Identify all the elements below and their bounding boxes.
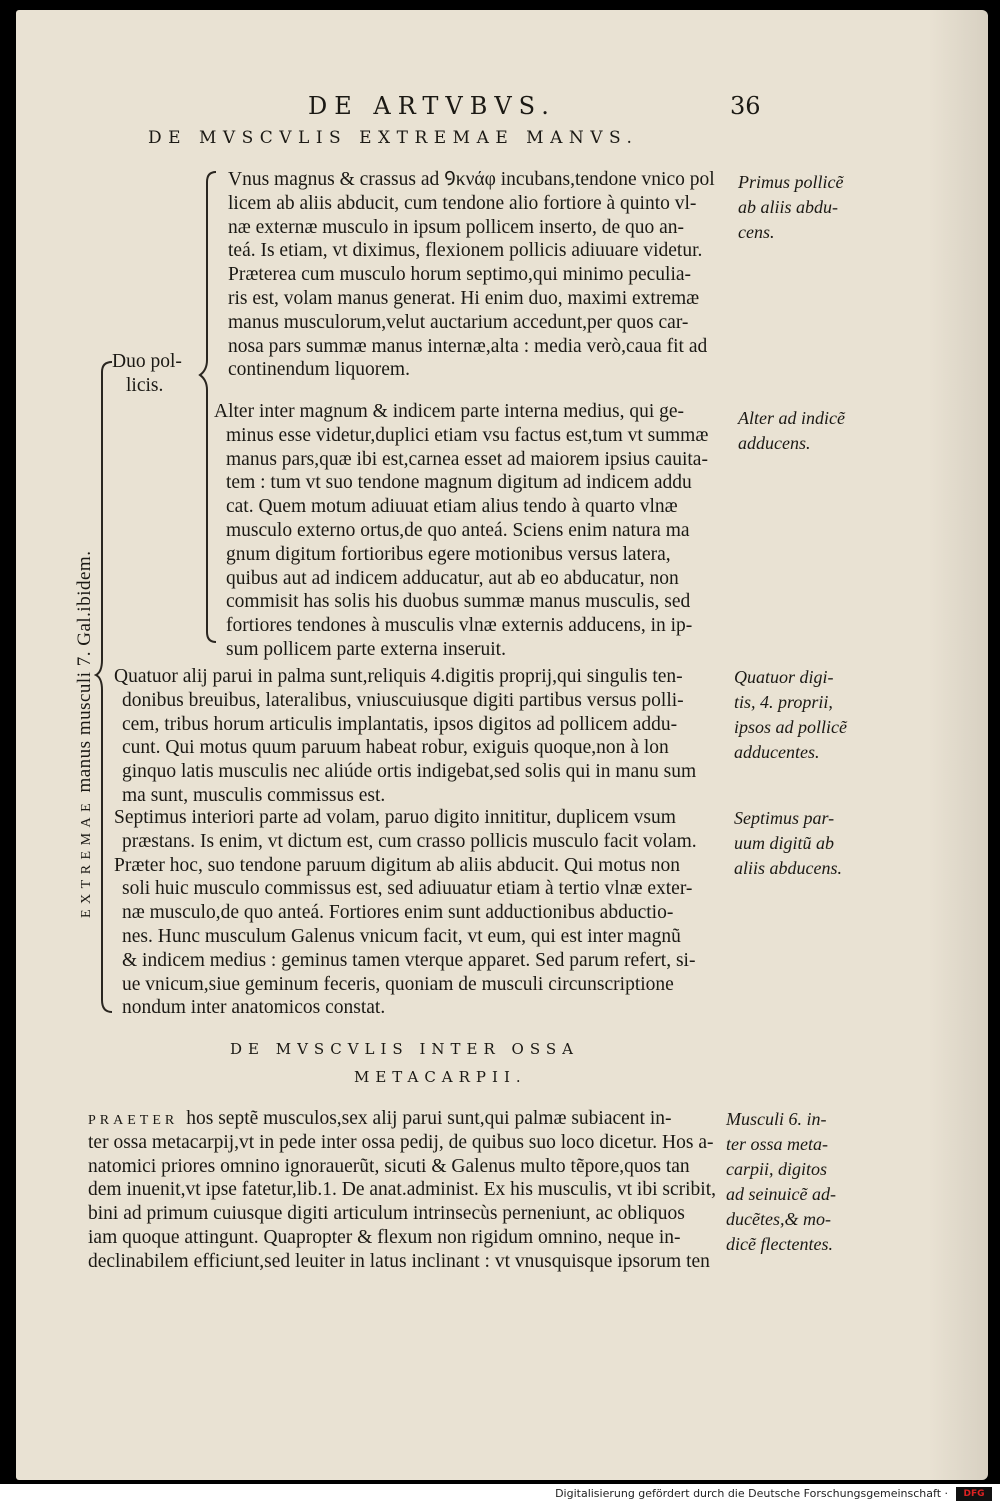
running-title: DE ARTVBVS.: [308, 92, 556, 120]
text-line: Alter inter magnum & indicem parte interna medius, qui ge-: [214, 401, 685, 422]
note-line: Musculi 6. in-: [726, 1109, 827, 1129]
note-line: Septimus par-: [734, 808, 835, 828]
note-line: aliis abducens.: [734, 858, 842, 878]
note-line: ab aliis abdu-: [738, 197, 839, 217]
text-line: nondum inter anatomicos constat.: [122, 997, 386, 1019]
text-line-rest: hos septẽ musculos,sex alij parui sunt,qui palmæ subiacent in-: [186, 1108, 672, 1129]
bracket-label-line1: Duo pol-: [112, 351, 182, 372]
text-line: Præter hoc, suo tendone paruum digitum ab aliis abducit. Qui motus non: [114, 854, 680, 876]
dfg-logo: [956, 1487, 992, 1501]
text-line: manus pars,quæ ibi est,carnea esset ad maiorem ipsius cauita-: [226, 448, 708, 470]
text-line: donibus breuibus, lateralibus, vniuscuiusque digiti partibus versus polli-: [122, 689, 684, 711]
note-line: uum digitũ ab: [734, 833, 835, 853]
text-line: bini ad primum cuiusque digiti articulum intrinsecùs perneniunt, ac obliquos: [88, 1203, 685, 1225]
text-line: næ musculo,de quo anteá. Fortiores enim sunt adductionibus abductio-: [122, 902, 674, 924]
text-line: ris est, volam manus generat. Hi enim duo, maximi extremæ: [228, 287, 700, 309]
note-line: Alter ad indicẽ: [738, 408, 845, 428]
footer-bar: [0, 1484, 1000, 1504]
text-line: Quatuor alij parui in palma sunt,reliquis 4.digitis proprij,qui singulis ten-: [114, 666, 683, 687]
text-line: cat. Quem motum adiuuat etiam alius tendo à quarto vlnæ: [226, 496, 678, 518]
text-line: natomici priores omnino ignorauerũt, sicuti & Galenus multo tẽpore,quos tan: [88, 1155, 690, 1177]
text-line: commisit has solis his duobus summæ manus musculis, sed: [226, 591, 691, 613]
text-line: fortiores tendones à musculis vlnæ externis adducens, in ip-: [226, 615, 693, 637]
page-number: 36: [730, 92, 761, 120]
lead-word: PRAETER: [88, 1113, 179, 1128]
section2-title: DE MVSCVLIS INTER OSSA: [230, 1040, 579, 1058]
text-line: musculo externo ortus,de quo anteá. Sciens enim natura ma: [226, 519, 690, 541]
note-line: ipsos ad pollicẽ: [734, 717, 847, 737]
note-line: ter ossa meta-: [726, 1134, 828, 1154]
note-line: Primus pollicẽ: [738, 172, 844, 192]
text-line: ma sunt, musculis commissus est.: [122, 784, 386, 806]
note-line: adducens.: [738, 433, 811, 453]
section2-subtitle: METACARPII.: [354, 1068, 527, 1086]
marginal-note-1: [738, 170, 844, 245]
dfg-logo-text: DFG: [963, 1489, 985, 1499]
note-line: carpii, digitos: [726, 1159, 828, 1179]
text-line: continendum liquorem.: [228, 359, 410, 381]
paragraph-4: [114, 806, 697, 1020]
note-line: dicẽ flectentes.: [726, 1234, 833, 1254]
text-line: dem inuenit,vt ipse fatetur,lib.1. De anat.administ. Ex his musculis, vt ibi scribit,: [88, 1179, 716, 1201]
paragraph-3: [114, 665, 696, 808]
text-line: cunt. Qui motus quum paruum habeat robur, exiguis quoque,non à lon: [122, 737, 669, 759]
text-line: & indicem medius : geminus tamen vterque apparet. Sed parum refert, si-: [122, 949, 696, 971]
note-line: cens.: [738, 222, 775, 242]
text-line: ter ossa metacarpij,vt in pede inter ossa pedij, de quibus suo loco dicetur. Hos a-: [88, 1131, 714, 1153]
paragraph-5: [88, 1107, 716, 1274]
marginal-note-2: [738, 406, 845, 456]
text-line: iam quoque attingunt. Quapropter & flexum non rigidum omnino, neque in-: [88, 1226, 681, 1248]
text-line: ginquo latis musculis nec aliúde ortis indigebat,sed solis qui in manu sum: [122, 761, 697, 783]
text-line: minus esse videtur,duplici etiam vsu factus est,tum vt summæ: [226, 424, 709, 446]
note-line: tis, 4. proprii,: [734, 692, 833, 712]
text-line: declinabilem efficiunt,sed leuiter in latus inclinant : vt vnusquisque ipsorum ten: [88, 1250, 710, 1272]
text-line: præstans. Is enim, vt dictum est, cum crasso pollicis musculo facit volam.: [122, 830, 697, 852]
text-line: [88, 1107, 716, 1131]
text-line: ue vnicum,siue geminum feceris, quoniam de musculi circunscriptione: [122, 973, 674, 995]
text-line: Præterea cum musculo horum septimo,qui minimo peculia-: [228, 264, 692, 286]
note-line: ad seinuicẽ ad-: [726, 1184, 836, 1204]
text-line: teá. Is etiam, vt diximus, flexionem pollicis adiuuare videtur.: [228, 240, 703, 262]
text-line: cem, tribus horum articulis implantatis, ipsos digitos ad pollicem addu-: [122, 713, 678, 735]
text-line: Septimus interiori parte ad volam, paruo digito innititur, duplicem vsum: [114, 807, 676, 828]
text-line: gnum digitum fortioribus egere motionibus versus latera,: [226, 543, 671, 565]
bracket-label: [112, 350, 182, 398]
book-page: [16, 10, 988, 1480]
paragraph-2: [214, 400, 708, 662]
text-line: Vnus magnus & crassus ad Ꝯκνάφ incubans,tendone vnico pol: [228, 169, 715, 190]
marginal-note-3: [734, 665, 847, 765]
note-line: Quatuor digi-: [734, 667, 834, 687]
vertical-margin-label: [74, 551, 96, 918]
vertical-text: manus musculi 7. Gal.ibidem.: [74, 550, 95, 798]
footer-credit: Digitalisierung gefördert durch die Deutsche Forschungsgemeinschaft ·: [555, 1487, 948, 1500]
section-title: DE MVSCVLIS EXTREMAE MANVS.: [148, 128, 639, 148]
note-line: ducẽtes,& mo-: [726, 1209, 831, 1229]
bracket-label-line2: licis.: [126, 375, 164, 396]
text-line: manus musculorum,velut auctarium accedunt,per quos car-: [228, 311, 689, 333]
text-line: sum pollicem parte externa inseruit.: [226, 638, 506, 660]
marginal-note-4: [734, 806, 842, 881]
text-line: nes. Hunc musculum Galenus vnicum facit, vt eum, qui est inter magnũ: [122, 925, 681, 947]
note-line: adducentes.: [734, 742, 820, 762]
marginal-note-5: [726, 1107, 836, 1257]
text-line: soli huic musculo commissus est, sed adiuuatur etiam à tertio vlnæ exter-: [122, 878, 693, 900]
text-line: nosa pars summæ manus internæ,alta : media verò,caua fit ad: [228, 335, 708, 357]
text-line: licem ab aliis abducit, cum tendone alio fortiore à quinto vl-: [228, 192, 697, 214]
text-line: quibus aut ad indicem adducatur, aut ab eo abducatur, non: [226, 567, 679, 589]
text-line: næ externæ musculo in ipsum pollicem inserto, de quo an-: [228, 216, 685, 238]
text-line: tem : tum vt suo tendone magnum digitum ad indicem addu: [226, 472, 692, 494]
vertical-caps: EXTREMAE: [79, 797, 94, 918]
paragraph-1: [228, 168, 715, 382]
